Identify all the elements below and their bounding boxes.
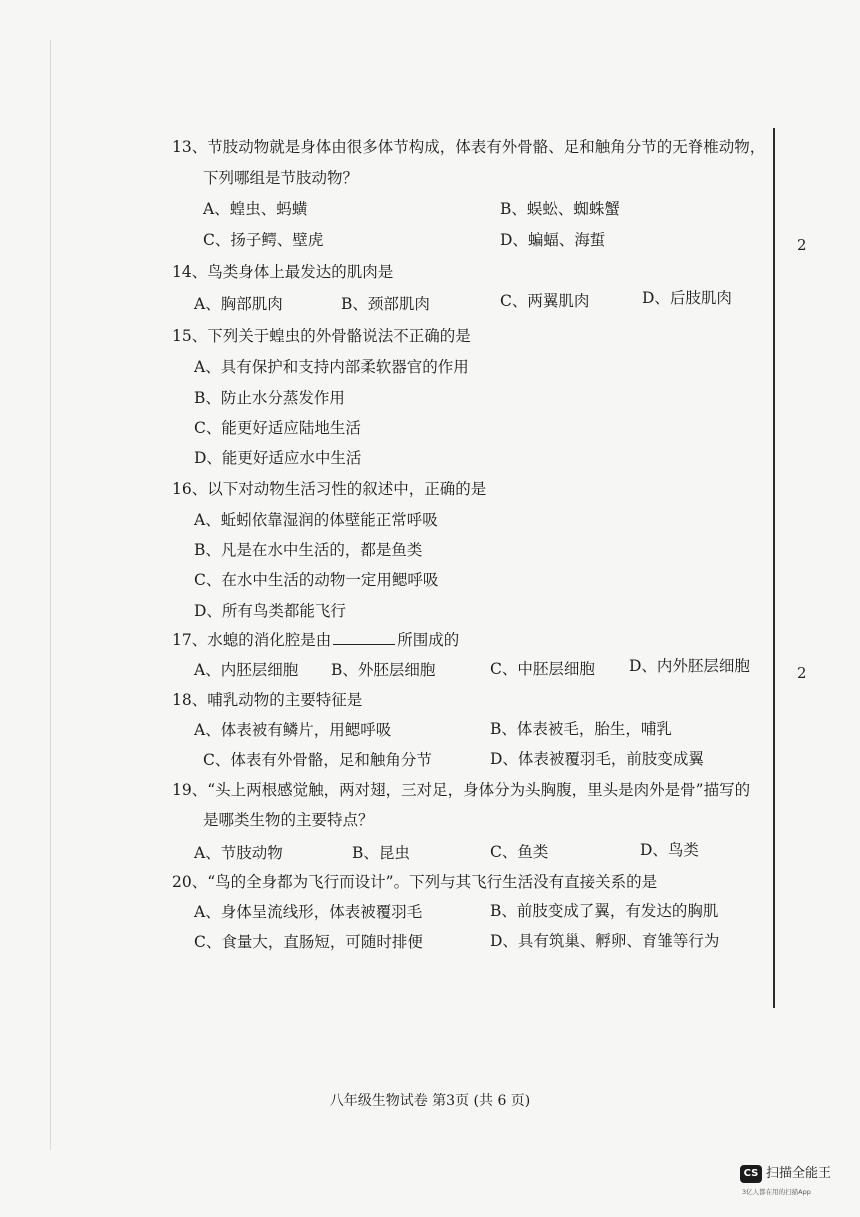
option-c: C、鱼类 (490, 843, 549, 861)
question-stem: 是哪类生物的主要特点？ (203, 811, 374, 829)
margin-mark: 2 (797, 236, 807, 254)
question-stem: 16、以下对动物生活习性的叙述中，正确的是 (172, 480, 487, 498)
option-a: A、内胚层细胞 (194, 661, 299, 679)
option-d: D、所有鸟类都能飞行 (194, 602, 346, 620)
stem-before-blank: 17、水螅的消化腔是由 (172, 631, 332, 649)
option-c: C、体表有外骨骼，足和触角分节 (203, 751, 432, 769)
watermark-app-name: 扫描全能王 (766, 1166, 832, 1181)
option-a: A、身体呈流线形，体表被覆羽毛 (194, 903, 423, 921)
option-b: B、昆虫 (352, 844, 410, 862)
option-a: A、蝗虫、蚂蟥 (203, 200, 308, 218)
option-b: B、体表被毛，胎生，哺乳 (490, 720, 672, 738)
margin-mark: 2 (797, 664, 807, 682)
watermark-slogan: 3亿人都在用的扫描App (742, 1188, 811, 1196)
page-left-edge (50, 40, 51, 1150)
question-stem: 19、“头上两根感觉触，两对翅，三对足，身体分为头胸腹，里头是肉外是骨”描写的 (172, 781, 751, 799)
option-a: A、体表被有鳞片，用鳃呼吸 (194, 721, 392, 739)
option-a: A、蚯蚓依靠湿润的体壁能正常呼吸 (194, 511, 438, 529)
option-d: D、能更好适应水中生活 (194, 449, 362, 467)
page-footer: 八年级生物试卷 第3页 (共 6 页) (329, 1093, 531, 1109)
option-b: B、蜈蚣、蜘蛛蟹 (500, 200, 620, 218)
option-c: C、在水中生活的动物一定用鳃呼吸 (194, 571, 439, 589)
option-c: C、中胚层细胞 (490, 660, 595, 678)
option-b: B、颈部肌肉 (341, 295, 430, 313)
question-stem: 下列哪组是节肢动物？ (203, 169, 359, 187)
option-d: D、鸟类 (640, 841, 699, 859)
option-d: D、体表被覆羽毛，前肢变成翼 (490, 750, 704, 768)
question-stem: 13、节肢动物就是身体由很多体节构成，体表有外骨骼、足和触角分节的无脊椎动物， (172, 138, 766, 156)
answer-blank (333, 630, 395, 645)
question-stem: 15、下列关于蝗虫的外骨骼说法不正确的是 (172, 327, 471, 345)
option-a: A、节肢动物 (194, 844, 283, 862)
option-d: D、内外胚层细胞 (629, 657, 750, 675)
option-c: C、能更好适应陆地生活 (194, 419, 361, 437)
option-b: B、凡是在水中生活的，都是鱼类 (194, 541, 423, 559)
option-b: B、防止水分蒸发作用 (194, 389, 345, 407)
scanner-watermark (740, 1163, 858, 1211)
question-stem: 14、鸟类身体上最发达的肌肉是 (172, 263, 394, 281)
question-stem: 20、“鸟的全身都为飞行而设计”。下列与其飞行生活没有直接关系的是 (172, 873, 658, 891)
binding-rule (773, 128, 775, 1008)
option-d: D、具有筑巢、孵卵、育雏等行为 (490, 932, 720, 950)
option-a: A、胸部肌肉 (194, 295, 283, 313)
option-c: C、食量大，直肠短，可随时排便 (194, 933, 423, 951)
question-stem: 18、哺乳动物的主要特征是 (172, 691, 363, 709)
question-stem (172, 630, 459, 650)
option-b: B、外胚层细胞 (331, 661, 436, 679)
camscanner-logo-icon: CS (740, 1165, 762, 1183)
option-b: B、前肢变成了翼，有发达的胸肌 (490, 902, 719, 920)
option-c: C、扬子鳄、壁虎 (203, 231, 324, 249)
option-c: C、两翼肌肉 (500, 292, 590, 310)
option-d: D、后肢肌肉 (642, 289, 732, 307)
stem-after-blank: 所围成的 (397, 631, 460, 649)
option-a: A、具有保护和支持内部柔软器官的作用 (194, 358, 469, 376)
option-d: D、蝙蝠、海蜇 (500, 231, 606, 249)
